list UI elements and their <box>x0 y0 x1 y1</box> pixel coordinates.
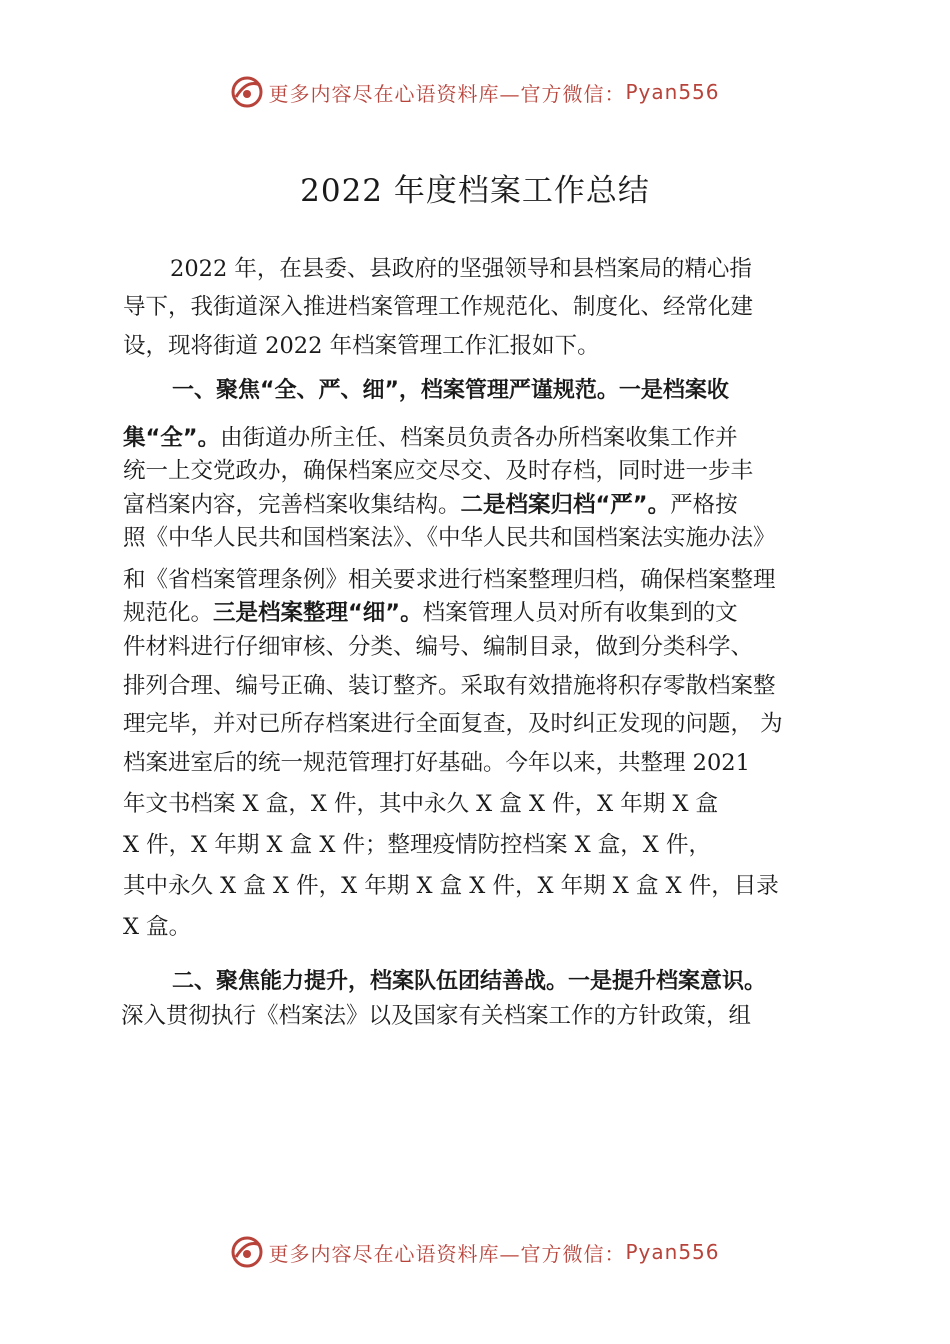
section-heading: 一、聚焦“全、严、细”，档案管理严谨规范。一是档案收 <box>172 378 729 403</box>
paragraph-line: 和《省档案管理条例》相关要求进行档案整理归档，确保档案整理 <box>123 567 776 593</box>
logo-icon <box>230 1235 264 1269</box>
watermark-text: 更多内容尽在心语资料库—官方微信： <box>268 81 626 106</box>
watermark-handle: Pyan556 <box>625 1240 720 1264</box>
paragraph-line: 2022 年，在县委、县政府的坚强领导和县档案局的精心指 <box>170 256 752 282</box>
watermark-handle: Pyan556 <box>625 80 720 104</box>
paragraph-line: 统一上交党政办，确保档案应交尽交、及时存档，同时进一步丰 <box>123 458 754 484</box>
paragraph-line <box>123 490 738 520</box>
paragraph-line: 深入贯彻执行《档案法》以及国家有关档案工作的方针政策，组 <box>121 1003 752 1029</box>
paragraph-line: 导下，我街道深入推进档案管理工作规范化、制度化、经常化建 <box>123 294 754 320</box>
paragraph-line: 设，现将街道 2022 年档案管理工作汇报如下。 <box>123 333 600 359</box>
text-run: 规范化。 <box>123 600 214 626</box>
bold-phrase: 三是档案整理“细”。 <box>213 600 423 626</box>
paragraph-line: X 盒。 <box>123 914 192 940</box>
paragraph-line: 排列合理、编号正确、装订整齐。采取有效措施将积存零散档案整 <box>123 673 776 699</box>
paragraph-line: X 件，X 年期 X 盒 X 件；整理疫情防控档案 X 盒，X 件， <box>123 832 711 858</box>
text-run: 档案管理人员对所有收集到的文 <box>422 600 738 626</box>
paragraph-line: 其中永久 X 盒 X 件，X 年期 X 盒 X 件，X 年期 X 盒 X 件，目录 <box>123 873 779 899</box>
section-heading: 二、聚焦能力提升，档案队伍团结善战。一是提升档案意识。 <box>172 969 767 994</box>
page-title: 2022 年度档案工作总结 <box>300 173 650 209</box>
text-run: 严格按 <box>670 492 738 518</box>
logo-icon <box>230 75 264 109</box>
bold-phrase: 集“全”。 <box>123 425 221 451</box>
paragraph-line: 件材料进行仔细审核、分类、编号、编制目录，做到分类科学、 <box>123 634 754 660</box>
bold-phrase: 二是档案归档“严”。 <box>460 492 671 518</box>
paragraph-line <box>123 423 738 453</box>
watermark-text: 更多内容尽在心语资料库—官方微信： <box>268 1241 626 1266</box>
paragraph-line: 年文书档案 X 盒，X 件，其中永久 X 盒 X 件，X 年期 X 盒 <box>123 791 719 817</box>
text-run: 由街道办所主任、档案员负责各办所档案收集工作并 <box>220 425 738 451</box>
paragraph-line: 理完毕，并对已所存档案进行全面复查，及时纠正发现的问题， 为 <box>123 711 783 737</box>
text-run: 富档案内容，完善档案收集结构。 <box>123 492 461 518</box>
watermark-footer <box>0 1232 950 1272</box>
paragraph-line: 照《中华人民共和国档案法》、《中华人民共和国档案法实施办法》 <box>123 525 776 551</box>
paragraph-line: 档案进室后的统一规范管理打好基础。今年以来，共整理 2021 <box>123 750 750 776</box>
watermark-header <box>0 72 950 112</box>
paragraph-line <box>123 598 738 628</box>
